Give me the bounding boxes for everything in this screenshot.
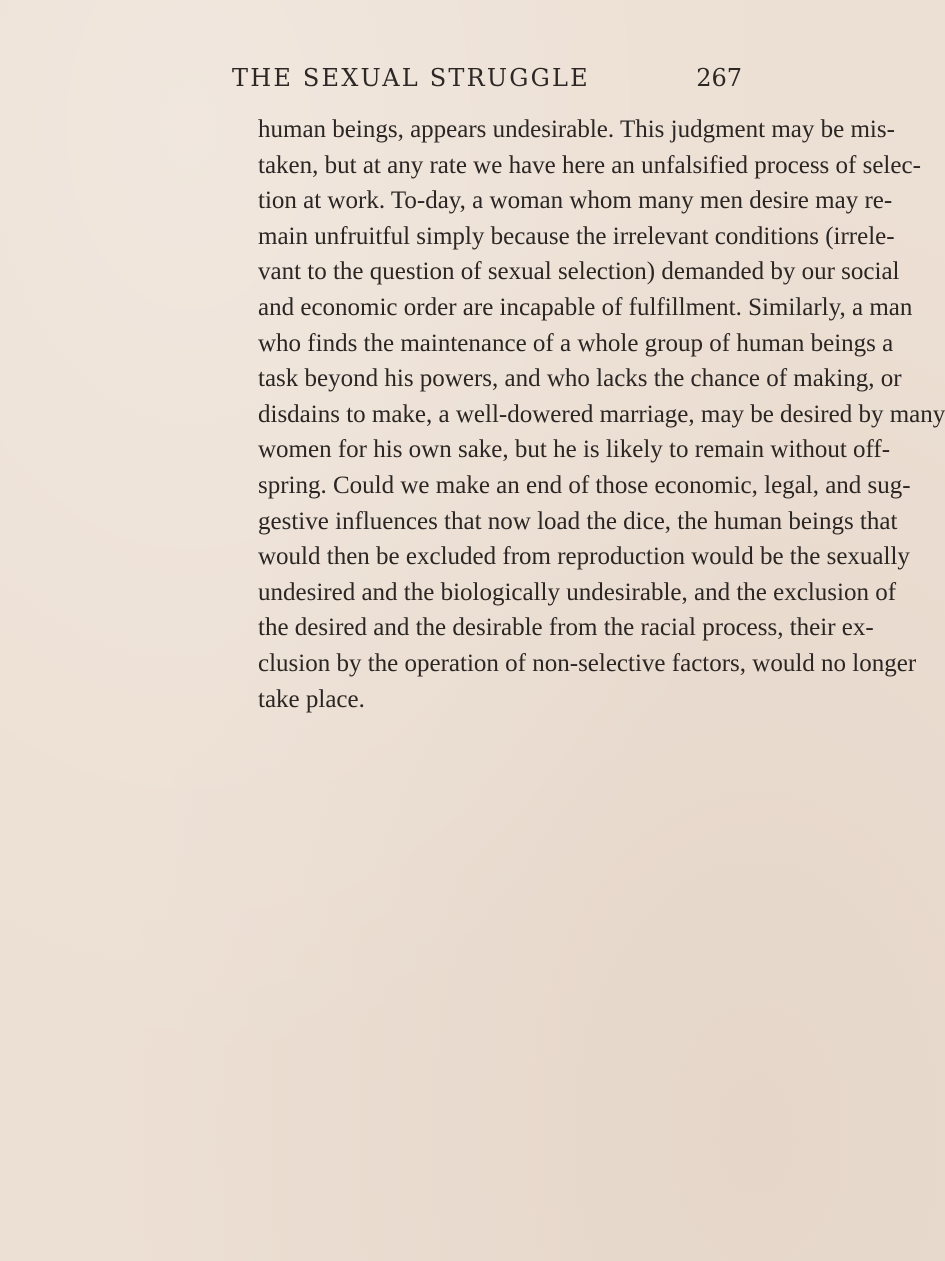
text-line: and economic order are incapable of fulfillment. Similarly, a man <box>258 293 913 321</box>
text-line: human beings, appears undesirable. This judgment may be mis- <box>258 116 895 143</box>
body-paragraph <box>258 112 945 717</box>
text-line: who finds the maintenance of a whole group of human beings a <box>258 329 894 357</box>
text-line: tion at work. To-day, a woman whom many men desire may re- <box>258 187 893 215</box>
text-line: take place. <box>258 685 365 713</box>
text-line: would then be excluded from reproduction would be the sexually <box>258 543 910 571</box>
text-line: undesired and the biologically undesirable, and the exclusion of <box>258 578 897 606</box>
text-line: main unfruitful simply because the irrelevant conditions (irrele- <box>258 222 895 250</box>
text-line: task beyond his powers, and who lacks the chance of making, or <box>258 365 902 393</box>
running-head <box>232 64 742 98</box>
text-line: taken, but at any rate we have here an unfalsified process of selec- <box>258 151 921 179</box>
running-title: THE SEXUAL STRUGGLE <box>232 64 590 92</box>
text-line: the desired and the desirable from the racial process, their ex- <box>258 614 874 642</box>
text-line: disdains to make, a well-dowered marriage, may be desired by many <box>258 400 945 428</box>
text-line: gestive influences that now load the dice, the human beings that <box>258 507 898 535</box>
page-number: 267 <box>696 64 742 92</box>
text-line: women for his own sake, but he is likely to remain without off- <box>258 436 891 464</box>
text-line: vant to the question of sexual selection) demanded by our social <box>258 258 900 286</box>
text-line: clusion by the operation of non-selective factors, would no longer <box>258 649 917 677</box>
text-line: spring. Could we make an end of those economic, legal, and sug- <box>258 471 911 499</box>
